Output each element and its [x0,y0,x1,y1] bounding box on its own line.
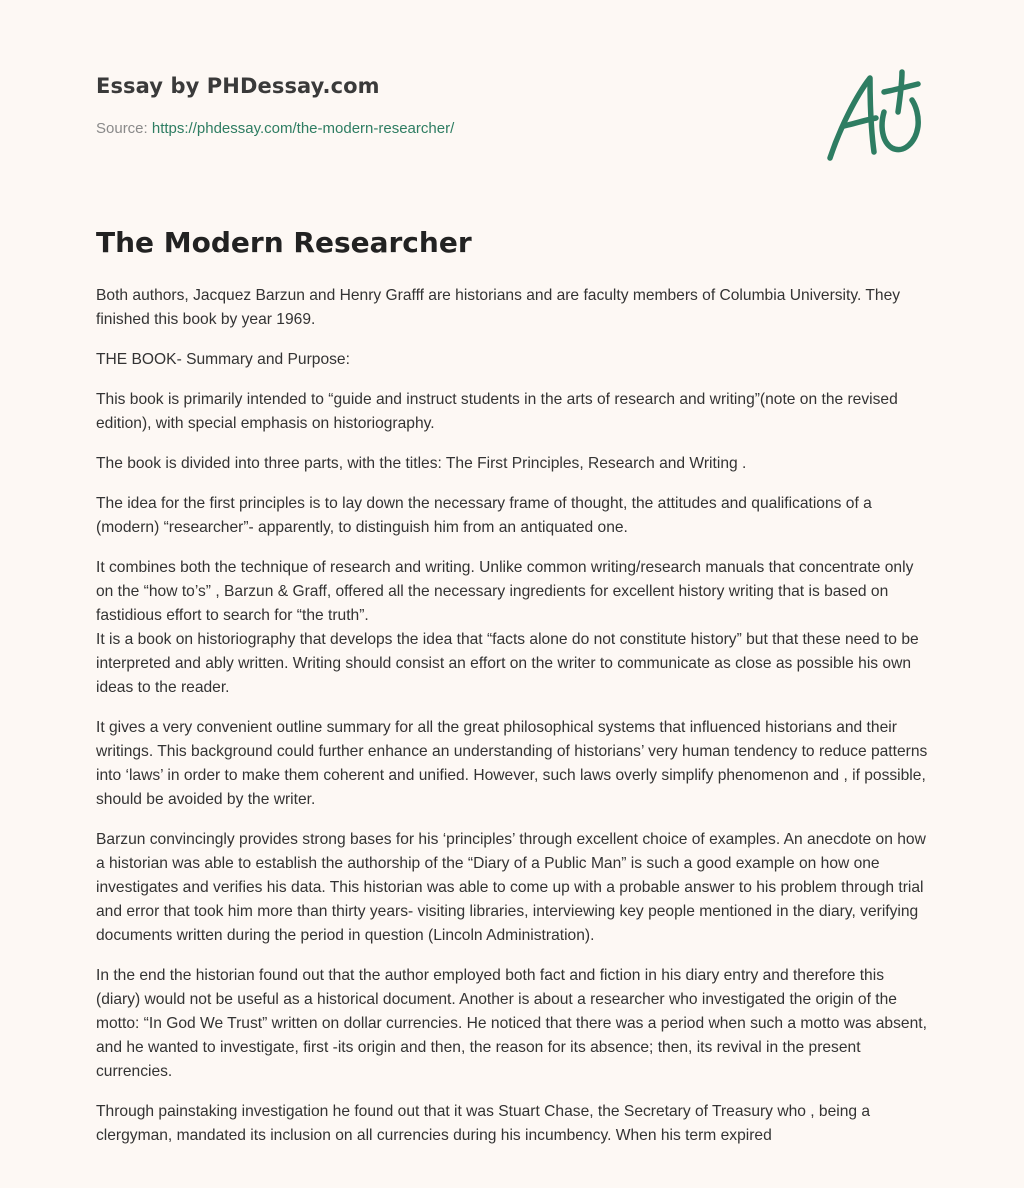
essay-body [96,284,932,1164]
essay-paragraph: The book is divided into three parts, with the titles: The First Principles, Research and Writing . [96,455,747,472]
essay-title: The Modern Researcher [96,226,472,259]
essay-paragraph: Both authors, Jacquez Barzun and Henry Grafff are historians and are faculty members of Columbia University. They finished this book by year 1969. [96,287,901,328]
essay-paragraph: Through painstaking investigation he found out that it was Stuart Chase, the Secretary of Treasury who , being a clergyman, mandated its inclusion on all currencies during his incumbency. When his term expired [96,1103,871,1144]
essay-paragraph: In the end the historian found out that the author employed both fact and fiction in his diary entry and therefore this (diary) would not be useful as a historical document. Another is about a researcher who investigated the origin of the motto: “In God We Trust” written on dollar currencies. He noticed that there was a period when such a motto was absent, and he wanted to investigate, first -its origin and then, the reason for its absence; then, its revival in the present currencies. [96,967,927,1080]
brand-title: Essay by PHDessay.com [96,74,380,98]
source-link[interactable]: https://phdessay.com/the-modern-researcher/ [151,120,455,137]
essay-paragraph: The idea for the first principles is to lay down the necessary frame of thought, the attitudes and qualifications of a (modern) “researcher”- apparently, to distinguish him from an antiquated one. [96,495,872,536]
essay-paragraph: Barzun convincingly provides strong bases for his ‘principles’ through excellent choice of examples. An anecdote on how a historian was able to establish the authorship of the “Diary of a Public Man” is such a good example on how one investigates and verifies his data. This historian was able to come up with a probable answer to his problem through trial and error that took him more than thirty years- visiting libraries, interviewing key people mentioned in the diary, verifying documents written during the period in question (Lincoln Administration). [96,831,926,944]
essay-paragraph: This book is primarily intended to “guide and instruct students in the arts of research and writing”(note on the revised edition), with special emphasis on historiography. [96,391,898,432]
source-label: Source: [96,120,148,137]
essay-paragraph: THE BOOK- Summary and Purpose: [96,351,350,368]
essay-paragraph: It combines both the technique of research and writing. Unlike common writing/research manuals that concentrate only on the “how to’s” , Barzun & Graff, offered all the necessary ingredients for excellent history writing that is based on fastidious effort to search for “the truth”. It is a book on historiography that develops the idea that “facts alone do not constitute history” but that these need to be interpreted and ably written. Writing should consist an effort on the writer to communicate as close as possible his own ideas to the reader. [96,559,919,696]
essay-paragraph: It gives a very convenient outline summary for all the great philosophical systems that influenced historians and their writings. This background could further enhance an understanding of historians’ very human tendency to reduce patterns into ‘laws’ in order to make them coherent and unified. However, such laws overly simplify phenomenon and , if possible, should be avoided by the writer. [96,719,928,808]
a-plus-grade-icon [818,66,930,166]
essay-header [96,74,796,137]
source-line [96,120,796,137]
